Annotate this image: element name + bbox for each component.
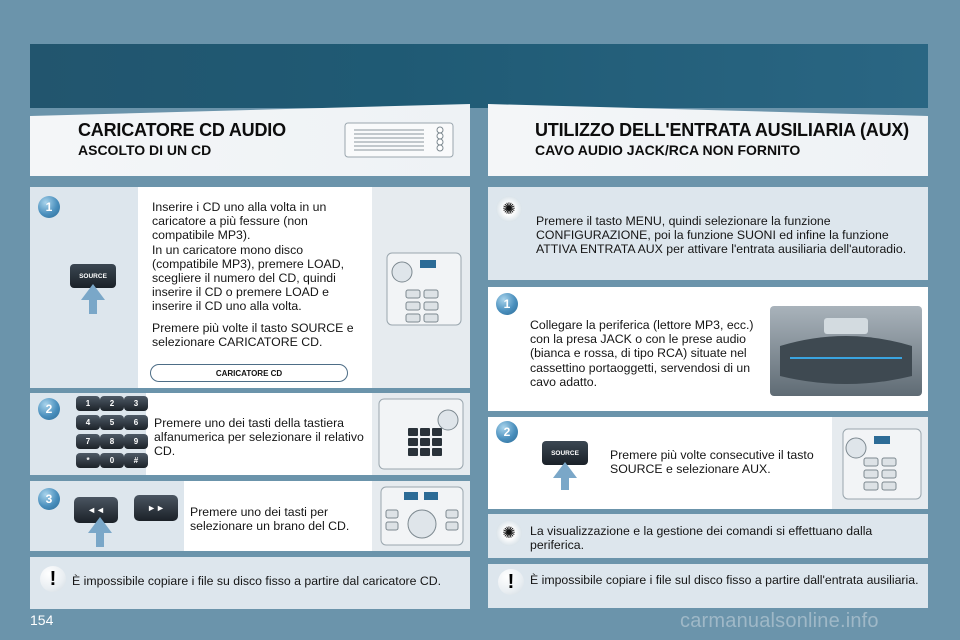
arrow-up-icon — [553, 462, 577, 490]
glovebox-illustration — [770, 306, 922, 396]
right-step1-text: Collegare la periferica (lettore MP3, ecc.) con la presa JACK o con le prese audio (bianca e rossa, di tipo RCA) situate nel cassettino portaoggetti, servendosi di un cavo adatto. — [530, 318, 754, 389]
page-number: 154 — [30, 612, 54, 628]
left-page-subtitle: ASCOLTO DI UN CD — [78, 142, 212, 158]
key-hash[interactable]: # — [124, 453, 148, 468]
source-button[interactable]: SOURCE — [542, 441, 588, 465]
key-4[interactable]: 4 — [76, 415, 100, 430]
sun-icon: ✺ — [496, 520, 522, 546]
forward-button[interactable]: ►► — [134, 495, 178, 521]
key-8[interactable]: 8 — [100, 434, 124, 449]
left-step2-text: Premere uno dei tasti della tastiera alfanumerica per selezionare il relativo CD. — [154, 416, 364, 459]
step1-badge: 1 — [38, 196, 60, 218]
step3-badge: 3 — [38, 488, 60, 510]
right-tip2-text: La visualizzazione e la gestione dei comandi si effettuano dalla periferica. — [530, 524, 873, 553]
key-7[interactable]: 7 — [76, 434, 100, 449]
radio-faceplate-icon — [386, 252, 462, 326]
right-warning-text: È impossibile copiare i file sul disco fisso a partire dall'entrata ausiliaria. — [530, 573, 919, 587]
arrow-up-icon — [88, 517, 112, 547]
right-page-title: UTILIZZO DELL'ENTRATA AUSILIARIA (AUX) — [535, 120, 909, 140]
sun-icon: ✺ — [496, 196, 522, 222]
source-button[interactable]: SOURCE — [70, 264, 116, 288]
radio-source-icon — [842, 428, 922, 500]
left-page-title: CARICATORE CD AUDIO — [78, 120, 286, 140]
step1-badge: 1 — [496, 293, 518, 315]
key-star[interactable]: * — [76, 453, 100, 468]
rewind-button[interactable]: ◄◄ — [74, 497, 118, 523]
key-0[interactable]: 0 — [100, 453, 124, 468]
left-step3-text: Premere uno dei tasti per selezionare un brano del CD. — [190, 505, 350, 534]
step2-badge: 2 — [38, 398, 60, 420]
key-2[interactable]: 2 — [100, 396, 124, 411]
left-warning-text: È impossibile copiare i file su disco fisso a partire dal caricatore CD. — [72, 574, 442, 588]
radio-seek-icon — [380, 486, 464, 546]
display-caricatore-cd: CARICATORE CD — [150, 364, 348, 382]
key-3[interactable]: 3 — [124, 396, 148, 411]
right-page-subtitle: CAVO AUDIO JACK/RCA NON FORNITO — [535, 142, 801, 158]
right-step2-text: Premere più volte consecutive il tasto SOURCE e selezionare AUX. — [610, 448, 814, 477]
exclamation-icon: ! — [498, 569, 524, 595]
exclamation-icon: ! — [40, 566, 66, 592]
radio-keypad-icon — [378, 398, 464, 470]
arrow-up-icon — [81, 284, 105, 314]
step2-badge: 2 — [496, 421, 518, 443]
key-5[interactable]: 5 — [100, 415, 124, 430]
watermark: carmanualsonline.info — [680, 610, 879, 632]
left-step1-text: Inserire i CD uno alla volta in un caricatore a più fessure (non compatibile MP3). In un caricatore mono disco (compatibile MP3), premere LOAD, scegliere il numero del CD, quindi inserire il CD o premere LOAD e inserire il CD uno alla volta. — [152, 200, 345, 314]
key-6[interactable]: 6 — [124, 415, 148, 430]
cd-changer-illustration — [344, 122, 454, 158]
key-9[interactable]: 9 — [124, 434, 148, 449]
header-band — [30, 44, 928, 108]
right-tip1-text: Premere il tasto MENU, quindi selezionare la funzione CONFIGURAZIONE, poi la funzione SUONI ed infine la funzione ATTIVA ENTRATA AUX per attivare l'entrata ausiliaria dell'autoradio. — [536, 214, 907, 257]
alphanumeric-keypad — [76, 396, 148, 470]
key-1[interactable]: 1 — [76, 396, 100, 411]
left-step1-text2: Premere più volte il tasto SOURCE e selezionare CARICATORE CD. — [152, 321, 354, 350]
